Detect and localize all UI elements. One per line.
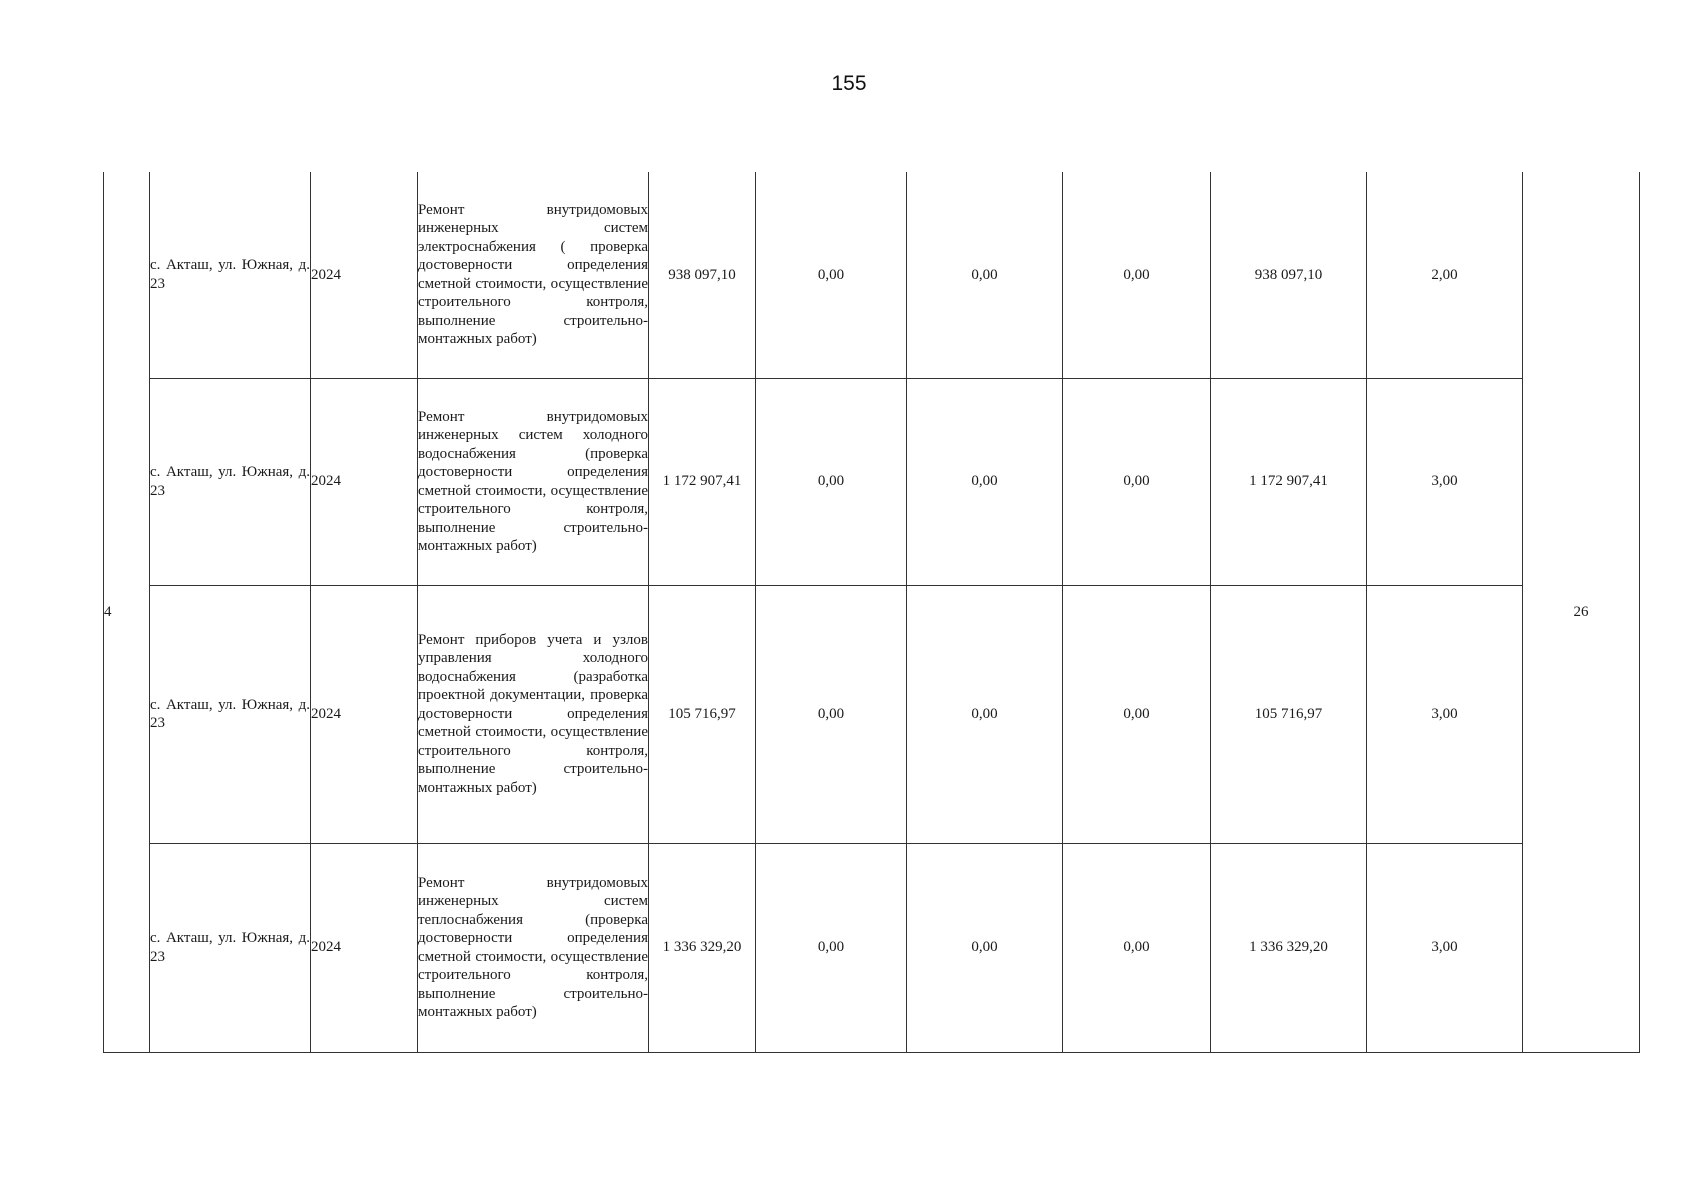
value-cell: 3,00	[1367, 378, 1523, 585]
value-cell: 0,00	[1063, 172, 1211, 378]
value-cell: 0,00	[756, 172, 907, 378]
value-cell: 0,00	[1063, 843, 1211, 1052]
total-cell: 105 716,97	[649, 585, 756, 843]
table-row	[104, 378, 1640, 585]
page-number: 155	[831, 72, 867, 95]
total-cell: 938 097,10	[649, 172, 756, 378]
address-cell: с. Акташ, ул. Южная, д. 23	[150, 843, 311, 1052]
year-cell: 2024	[311, 585, 418, 843]
table-row	[104, 843, 1640, 1052]
description-cell: Ремонт внутридомовых инженерных систем электроснабжения ( проверка достоверности определения сметной стоимости, осуществление строительного контроля, выполнение строительно-монтажных работ)	[418, 172, 649, 378]
description-cell: Ремонт внутридомовых инженерных систем холодного водоснабжения (проверка достоверности определения сметной стоимости, осуществление строительного контроля, выполнение строительно-монтажных работ)	[418, 378, 649, 585]
value-cell: 1 336 329,20	[1211, 843, 1367, 1052]
value-cell: 938 097,10	[1211, 172, 1367, 378]
value-cell: 3,00	[1367, 585, 1523, 843]
value-cell: 0,00	[1063, 585, 1211, 843]
value-cell: 105 716,97	[1211, 585, 1367, 843]
value-cell: 0,00	[907, 585, 1063, 843]
total-cell: 1 172 907,41	[649, 378, 756, 585]
description-cell: Ремонт приборов учета и узлов управления холодного водоснабжения (разработка проектной документации, проверка достоверности определения сметной стоимости, осуществление строительного контроля, выполнение строительно-монтажных работ)	[418, 585, 649, 843]
group-number-cell: 4	[104, 172, 150, 1052]
table-row	[104, 172, 1640, 378]
value-cell: 0,00	[907, 172, 1063, 378]
value-cell: 0,00	[756, 378, 907, 585]
group-tail-cell: 26	[1523, 172, 1640, 1052]
value-cell: 3,00	[1367, 843, 1523, 1052]
address-cell: с. Акташ, ул. Южная, д. 23	[150, 585, 311, 843]
year-cell: 2024	[311, 378, 418, 585]
address-cell: с. Акташ, ул. Южная, д. 23	[150, 172, 311, 378]
works-table	[103, 172, 1640, 1053]
description-cell: Ремонт внутридомовых инженерных систем теплоснабжения (проверка достоверности определения сметной стоимости, осуществление строительного контроля, выполнение строительно-монтажных работ)	[418, 843, 649, 1052]
value-cell: 0,00	[1063, 378, 1211, 585]
value-cell: 2,00	[1367, 172, 1523, 378]
year-cell: 2024	[311, 843, 418, 1052]
table-row	[104, 585, 1640, 843]
value-cell: 1 172 907,41	[1211, 378, 1367, 585]
year-cell: 2024	[311, 172, 418, 378]
value-cell: 0,00	[907, 843, 1063, 1052]
value-cell: 0,00	[756, 585, 907, 843]
total-cell: 1 336 329,20	[649, 843, 756, 1052]
address-cell: с. Акташ, ул. Южная, д. 23	[150, 378, 311, 585]
value-cell: 0,00	[907, 378, 1063, 585]
value-cell: 0,00	[756, 843, 907, 1052]
